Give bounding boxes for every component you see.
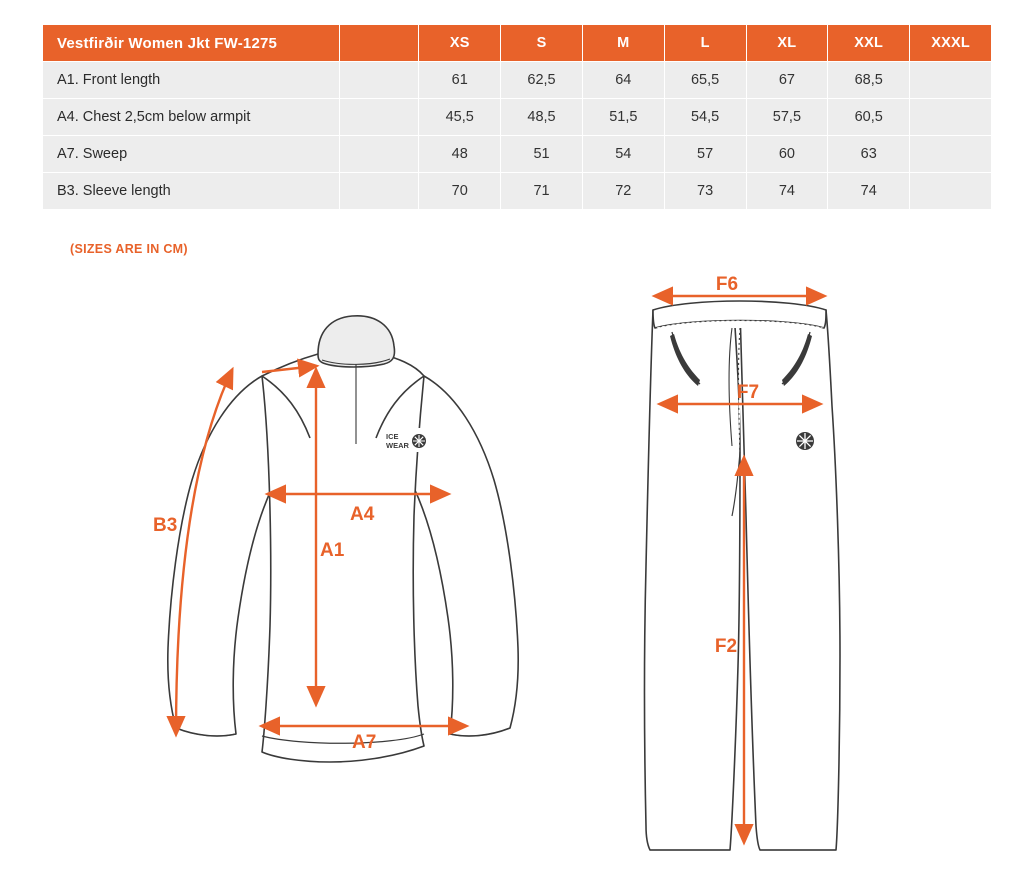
cell-a4-m: 51,5	[582, 99, 664, 136]
jacket-brand-logo	[382, 428, 428, 452]
cell-b3-xxxl	[910, 173, 992, 210]
cell-a1-m: 64	[582, 62, 664, 99]
cell-a1-xs: 61	[419, 62, 501, 99]
header-row	[43, 25, 992, 62]
row-label-a4: A4. Chest 2,5cm below armpit	[43, 99, 340, 136]
header-spacer	[339, 25, 419, 62]
cell-b3-xl: 74	[746, 173, 828, 210]
cell-a4-s: 48,5	[501, 99, 583, 136]
cell-a4-xl: 57,5	[746, 99, 828, 136]
table-row	[43, 173, 992, 210]
jacket-collar	[318, 316, 395, 367]
pants-snowflake-icon	[797, 433, 813, 449]
cell-a4-l: 54,5	[664, 99, 746, 136]
size-table-body	[43, 62, 992, 210]
label-b3: B3	[153, 515, 178, 536]
label-f7: F7	[736, 382, 760, 403]
pants-brand-mark	[796, 432, 814, 450]
cell-a4-xs: 45,5	[419, 99, 501, 136]
row-spacer	[339, 173, 419, 210]
table-title: Vestfirðir Women Jkt FW-1275	[43, 25, 340, 62]
jacket-left-sleeve	[168, 376, 272, 736]
cell-b3-m: 72	[582, 173, 664, 210]
size-table-container	[42, 24, 992, 210]
row-label-a7: A7. Sweep	[43, 136, 340, 173]
cell-a7-xxl: 63	[828, 136, 910, 173]
row-spacer	[339, 136, 419, 173]
cell-b3-s: 71	[501, 173, 583, 210]
table-row	[43, 62, 992, 99]
brand-text-line2: WEAR	[386, 441, 409, 450]
brand-text-line1: ICE	[386, 432, 399, 441]
cell-a4-xxl: 60,5	[828, 99, 910, 136]
cell-a1-l: 65,5	[664, 62, 746, 99]
jacket-right-sleeve	[414, 376, 518, 736]
label-a7: A7	[352, 732, 377, 753]
header-size-xs: XS	[419, 25, 501, 62]
header-size-s: S	[501, 25, 583, 62]
cell-a7-s: 51	[501, 136, 583, 173]
header-size-xxxl: XXXL	[910, 25, 992, 62]
cell-b3-xs: 70	[419, 173, 501, 210]
table-row	[43, 136, 992, 173]
label-a4: A4	[350, 504, 375, 525]
row-label-a1: A1. Front length	[43, 62, 340, 99]
cell-a7-l: 57	[664, 136, 746, 173]
size-table	[42, 24, 992, 210]
row-spacer	[339, 62, 419, 99]
label-f2: F2	[714, 636, 738, 657]
cell-a1-s: 62,5	[501, 62, 583, 99]
garment-illustrations	[0, 266, 1034, 886]
cell-a1-xxxl	[910, 62, 992, 99]
jacket-illustration	[168, 316, 518, 762]
cell-a7-xs: 48	[419, 136, 501, 173]
header-size-xl: XL	[746, 25, 828, 62]
units-note: (SIZES ARE IN CM)	[70, 242, 188, 256]
row-label-b3: B3. Sleeve length	[43, 173, 340, 210]
cell-a7-xxxl	[910, 136, 992, 173]
table-row	[43, 99, 992, 136]
illustration-svg	[0, 266, 1034, 886]
header-size-m: M	[582, 25, 664, 62]
cell-a4-xxxl	[910, 99, 992, 136]
cell-a1-xl: 67	[746, 62, 828, 99]
header-size-xxl: XXL	[828, 25, 910, 62]
header-size-l: L	[664, 25, 746, 62]
label-a1: A1	[320, 540, 345, 561]
cell-a1-xxl: 68,5	[828, 62, 910, 99]
size-table-header	[43, 25, 992, 62]
cell-b3-xxl: 74	[828, 173, 910, 210]
row-spacer	[339, 99, 419, 136]
cell-a7-xl: 60	[746, 136, 828, 173]
cell-a7-m: 54	[582, 136, 664, 173]
label-f6: F6	[715, 274, 739, 295]
cell-b3-l: 73	[664, 173, 746, 210]
pants-left-leg	[645, 310, 741, 850]
